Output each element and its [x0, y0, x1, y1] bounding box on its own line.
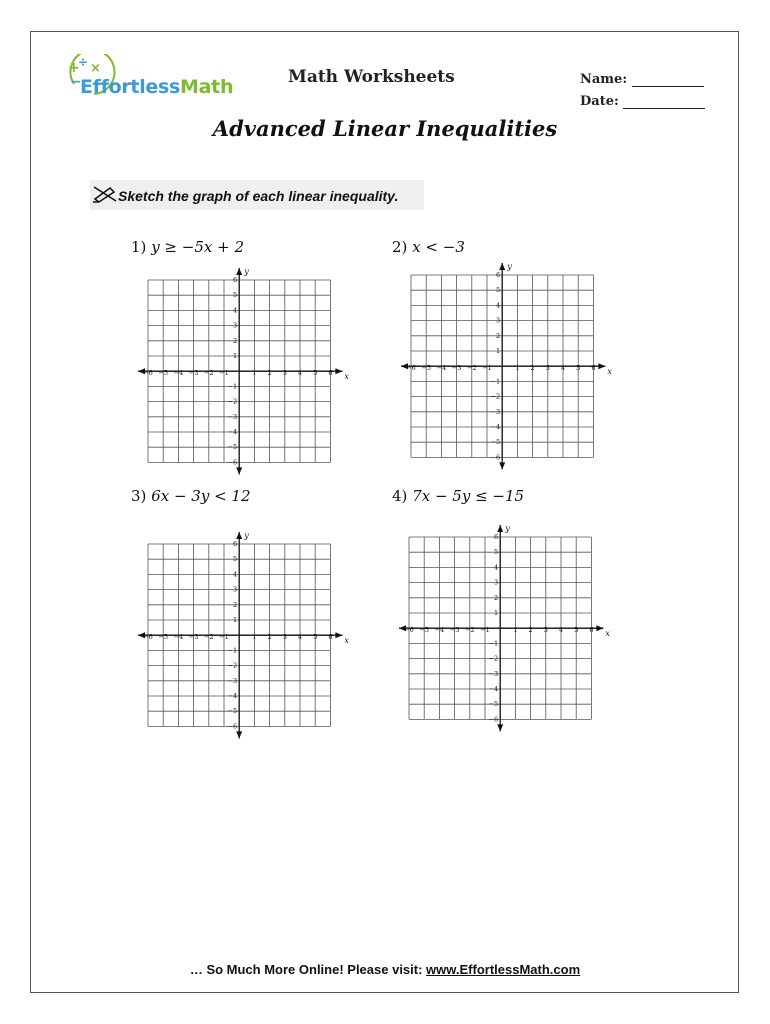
y-tick-label: 5	[233, 291, 238, 300]
y-tick-label: −5	[490, 438, 501, 447]
y-tick-label: 3	[494, 578, 499, 587]
problem-expression: 6x − 3y < 12	[151, 487, 251, 505]
x-axis-label: x	[344, 636, 349, 646]
x-tick-label: 5	[313, 369, 318, 378]
x-tick-label: 4	[558, 626, 564, 635]
x-tick-label: −5	[419, 626, 429, 635]
x-tick-label: 5	[313, 633, 318, 642]
y-tick-label: 5	[233, 555, 238, 564]
x-tick-label: −5	[158, 369, 168, 378]
x-tick-label: −6	[404, 626, 414, 635]
y-tick-label: 2	[233, 336, 238, 345]
x-tick-label: −4	[434, 626, 445, 635]
y-tick-label: 4	[494, 563, 499, 572]
x-tick-label: 6	[589, 626, 594, 635]
y-tick-label: 6	[496, 271, 501, 279]
x-axis-label: x	[344, 372, 349, 382]
x-tick-label: −2	[204, 369, 214, 378]
y-tick-label: −4	[227, 428, 238, 436]
y-tick-label: −3	[227, 676, 238, 685]
x-axis-label: x	[607, 367, 612, 377]
x-tick-label: −6	[406, 364, 416, 373]
y-tick-label: 2	[233, 600, 238, 609]
y-tick-label: −4	[490, 423, 501, 431]
svg-text:−: −	[70, 74, 82, 90]
x-tick-label: 2	[528, 626, 533, 635]
y-tick-label: 4	[496, 301, 501, 310]
x-tick-label: −5	[158, 633, 168, 642]
y-tick-label: −2	[490, 392, 501, 401]
x-tick-label: −1	[480, 626, 490, 635]
x-tick-label: 1	[252, 369, 257, 378]
y-tick-label: −4	[227, 692, 238, 700]
x-tick-label: −3	[449, 626, 460, 635]
x-tick-label: −1	[219, 369, 229, 378]
problem-expression: x < −3	[412, 238, 465, 256]
x-tick-label: 1	[252, 633, 257, 642]
page-title: Advanced Linear Inequalities	[212, 116, 558, 141]
x-tick-label: 2	[530, 364, 535, 373]
y-tick-label: 1	[233, 352, 238, 360]
x-tick-label: 6	[328, 369, 333, 378]
y-tick-label: 6	[494, 533, 499, 541]
x-tick-label: −4	[173, 633, 184, 642]
date-label: Date:	[580, 94, 619, 109]
instructions-text: Sketch the graph of each linear inequality.	[118, 188, 399, 204]
y-tick-label: −5	[488, 700, 499, 709]
y-axis-label: y	[505, 524, 510, 533]
x-tick-label: −1	[219, 633, 229, 642]
x-tick-label: 6	[591, 364, 596, 373]
y-tick-label: 2	[494, 593, 499, 602]
x-tick-label: −4	[173, 369, 184, 378]
x-axis-label: x	[605, 629, 610, 639]
x-tick-label: 5	[574, 626, 579, 635]
problem-number: 1)	[131, 238, 147, 256]
y-tick-label: 6	[233, 540, 238, 548]
y-axis-down-arrow	[497, 724, 503, 731]
problem-expression: 7x − 5y ≤ −15	[412, 487, 525, 505]
x-tick-label: 4	[297, 369, 303, 378]
y-tick-label: −4	[488, 685, 499, 693]
x-tick-label: −6	[143, 633, 153, 642]
svg-text:÷: ÷	[78, 55, 89, 69]
y-tick-label: 1	[496, 347, 501, 355]
x-tick-label: −4	[436, 364, 447, 373]
y-tick-label: 1	[494, 609, 499, 617]
x-tick-label: 3	[282, 369, 287, 378]
y-tick-label: 6	[233, 276, 238, 284]
footer-link[interactable]: www.EffortlessMath.com	[426, 962, 581, 977]
y-tick-label: 1	[233, 616, 238, 624]
y-tick-label: 3	[233, 585, 238, 594]
x-tick-label: 6	[328, 633, 333, 642]
y-tick-label: −2	[227, 397, 238, 406]
x-tick-label: 2	[267, 369, 272, 378]
y-tick-label: 5	[494, 548, 499, 557]
problem-number: 3)	[131, 487, 147, 505]
y-axis-label: y	[507, 262, 512, 271]
y-tick-label: −2	[227, 661, 238, 670]
x-tick-label: −3	[188, 633, 199, 642]
logo-text-effortless: Effortless	[80, 76, 181, 98]
grid-group	[399, 524, 610, 731]
worksheet-label: Math Worksheets	[288, 67, 455, 87]
name-label: Name:	[580, 72, 628, 87]
y-tick-label: 3	[233, 321, 238, 330]
x-tick-label: −6	[143, 369, 153, 378]
x-tick-label: 3	[282, 633, 287, 642]
y-tick-label: −6	[488, 715, 499, 724]
y-tick-label: −5	[227, 443, 238, 452]
y-tick-label: −5	[227, 707, 238, 716]
x-tick-label: −1	[482, 364, 492, 373]
x-tick-label: −5	[421, 364, 431, 373]
x-tick-label: 4	[560, 364, 566, 373]
logo-text-math: Math	[180, 76, 234, 98]
y-axis-up-arrow	[497, 525, 503, 532]
y-axis-label: y	[244, 531, 249, 540]
x-tick-label: 1	[513, 626, 518, 635]
x-tick-label: −3	[188, 369, 199, 378]
x-tick-label: −2	[465, 626, 475, 635]
x-tick-label: 2	[267, 633, 272, 642]
svg-text:×: ×	[90, 61, 101, 76]
svg-text:+: +	[68, 60, 80, 76]
y-tick-label: −1	[227, 646, 238, 655]
y-tick-label: 2	[496, 331, 501, 340]
y-tick-label: 5	[496, 286, 501, 295]
x-tick-label: −2	[467, 364, 477, 373]
x-tick-label: 3	[545, 364, 550, 373]
y-tick-label: −3	[490, 407, 501, 416]
y-tick-label: −2	[488, 654, 499, 663]
x-tick-label: 4	[297, 633, 303, 642]
problem-expression: y ≥ −5x + 2	[151, 238, 244, 256]
y-tick-label: 4	[233, 570, 238, 579]
x-tick-label: −2	[204, 633, 214, 642]
problem-number: 4)	[392, 487, 408, 505]
footer-text: … So Much More Online! Please visit:	[189, 962, 427, 977]
x-tick-label: −3	[451, 364, 462, 373]
x-tick-label: 3	[543, 626, 548, 635]
y-tick-label: −3	[227, 412, 238, 421]
footer	[0, 962, 770, 977]
problem-number: 2)	[392, 238, 408, 256]
y-tick-label: −6	[227, 458, 238, 467]
x-tick-label: 1	[515, 364, 520, 373]
x-axis-right-arrow	[596, 625, 603, 631]
x-tick-label: 5	[576, 364, 581, 373]
y-tick-label: −1	[490, 377, 501, 386]
y-tick-label: 3	[496, 316, 501, 325]
y-tick-label: −1	[227, 382, 238, 391]
y-tick-label: −6	[490, 453, 501, 462]
y-tick-label: −3	[488, 669, 499, 678]
y-tick-label: 4	[233, 306, 238, 315]
y-tick-label: −6	[227, 722, 238, 731]
y-axis-label: y	[244, 267, 249, 276]
y-tick-label: −1	[488, 639, 499, 648]
